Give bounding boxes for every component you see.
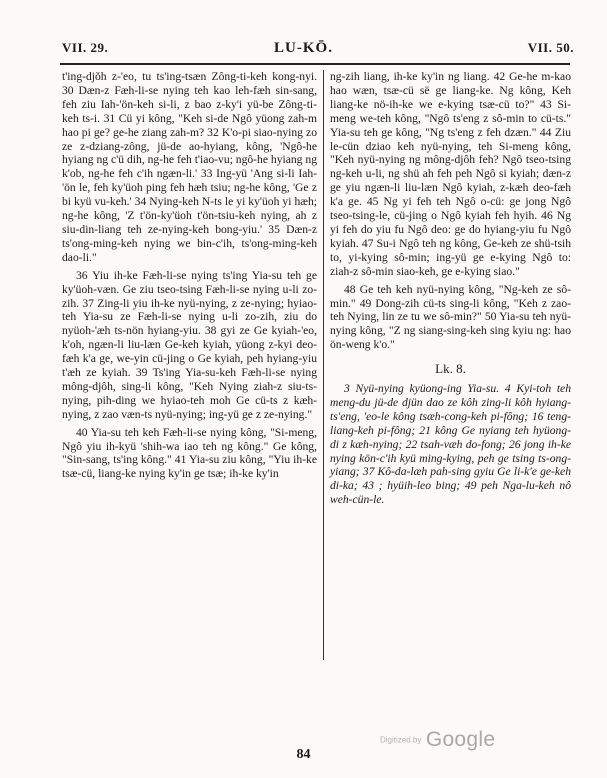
left-paragraph-2: 36 Yiu ih-ke Fæh-li-se nying ts'ing Yia-su teh ge ky'üoh-væn. Ge ziu tseo-tsing Fæh-li-se nying u-li zo-zih. 37 Zing-li yiu ih-ke nyü-nying, z ze-nying; hyiao-teh Yia-su ze Fæh-li-se nying u-li zo-zih, ziu do nyüoh-'æh ts-nön hyiang-yiu. 38 gyi ze Ge kyiah-'eo, k'oh, ngæn-li liu-læn Ge-keh kyiah, yüong z-kyi deo-fæh k'a ge, we-yin cü-jing o Ge kyiah, peh hyiang-yiu t'æh ze kyiah. 39 Ts'ing Yia-su-keh Fæh-li-se nying mông-djôh, sing-li kông, "Keh Nying ziah-z siu-ts-nying, pih-ding we hyiao-teh moh Ge cü-ts z kæh-nying, z zao væn-ts nyü-nying; ing-yü ge z ze-nying.": [62, 268, 317, 421]
column-divider: [323, 70, 324, 660]
google-logo: Google: [425, 728, 496, 751]
page-number: 84: [296, 747, 311, 762]
right-paragraph-2: 48 Ge teh keh nyü-nying kông, "Ng-keh ze sô-min." 49 Dong-zih cü-ts sing-li kông, "Keh z zao-teh Nying, lin ze tu we sô-min?" 50 Yia-su teh nyü-nying kông, "Z ng siang-sing-keh sing kyiu ng: hao ön-weng k'o.": [330, 282, 571, 352]
chapter-summary: 3 Nyü-nying kyüong-ing Yia-su. 4 Kyi-toh teh meng-du jü-de djün dao ze kôh zing-li kôh hyiang-ts'eng, 'eo-le kông tsæh-cong-keh pi-fông; 16 teng-liang-keh pi-fông; 21 kông Ge nyiang teh hyüong-di z kæh-nying; 22 tsah-væh do-fong; 26 jong ih-ke nying kön-c'ih kyü ming-kying, peh ge tsing ts-ong-yiang; 37 Kô-da-læh pah-sing gyiu Ge li-k'e ge-keh di-ka; 43 ; hyüih-leo bing; 49 peh Nga-lu-keh nô weh-cün-le.: [330, 382, 571, 507]
digitized-by-label: Digitized by: [380, 735, 422, 745]
header-rule: [60, 63, 570, 65]
running-header: [0, 40, 607, 64]
header-left-reference: VII. 29.: [62, 40, 109, 55]
header-right-reference: VII. 50.: [527, 40, 574, 55]
right-column: [330, 70, 571, 507]
left-paragraph-3: 40 Yia-su teh keh Fæh-li-se nying kông, "Si-meng, Ngô yiu ih-kyü 'shih-wa iao teh ng kông." Ge kông, "Sin-sang, ts'ing kông." 41 Yia-su ziu kông, "Yiu ih-ke tsæ-cü, liang-ke nying ky'in ge tsæ; ih-ke ky'in: [62, 425, 317, 481]
header-book-title: LU-KŌ.: [274, 40, 333, 56]
left-paragraph-1: t'ing-djǒh z-'eo, tu ts'ing-tsæn Zông-ti-keh kong-nyi. 30 Dæn-z Fæh-li-se nying teh kao leh-fæh sin-sang, feh ziu Iah-'ön-keh si-li, z bao z-ky'i yü-be Zông-ti-keh ts-i. 31 Cü yi kông, "Keh si-de Ngô yüong zah-m hao pi ge? ge-he ziang zah-m? 32 K'o-pi siao-nying zo ze z-dziang-zông, jü-de ao-hyiang, kông, 'Ngô-he hyiang ng c'ü dih, ng-he feh t'iao-vu; ngô-he hyiang ng k'ob, ng-he feh c'ih ngæn-li.' 33 Ing-yü 'Ang si-li Iah-'ön le, feh ky'üoh ping feh hæh tsiu; ng-he kông, 'Ge z bi kyü vu-keh.' 34 Nying-keh N-ts le yi ky'üoh yi hæh; ng-he kông, 'Z t'ön-ky'üoh t'ön-tsiu-keh nying, ah z siu-din-liang teh ze-nying-keh bong-yiu.' 35 Dæn-z ts'ong-ming-keh nying we bin-c'ih, ts'ong-ming-keh dao-li.": [62, 70, 317, 264]
chapter-heading: Lk. 8.: [435, 361, 466, 377]
right-paragraph-1: ng-zih liang, ih-ke ky'in ng liang. 42 Ge-he m-kao hao wæn, tsæ-cü së ge liang-ke. Ng kông, Keh liang-ke nö-ih-ke we e-kying tsæ-cü to?" 43 Si-meng we-teh kông, "Ngô ts'eng z sô-min to cü-ts." Yia-su teh ge kông, "Ng ts'eng z feh dzæn." 44 Ziu le-cün dziao keh nyü-nying, teh Si-meng kông, "Keh nyü-nying ng mông-djôh feh? Ngô tseo-tsing ng-keh u-li, ng shü ah feh peh Ngô si kyiah; dæn-z ge yiu ngæn-li liu-læn Ngô kyiah, z-kæh deo-fæh k'a ge. 45 Ng yi feh teh Ngô o-cü: ge jong Ngô tseo-tsing-le, cü-jing o Ngô kyiah feh hyih. 46 Ng yi feh do yiu fu Ngô deo: ge do hyiang-yiu fu Ngô kyiah. 47 Su-i Ngô teh ng kông, Ge-keh ze shü-tsih to, yi-kying sô-min; ing-yü ge e-kying Ngô to: ziah-z sô-min siao-keh, ge e-kying siao.": [330, 70, 571, 278]
left-column: [62, 70, 317, 481]
